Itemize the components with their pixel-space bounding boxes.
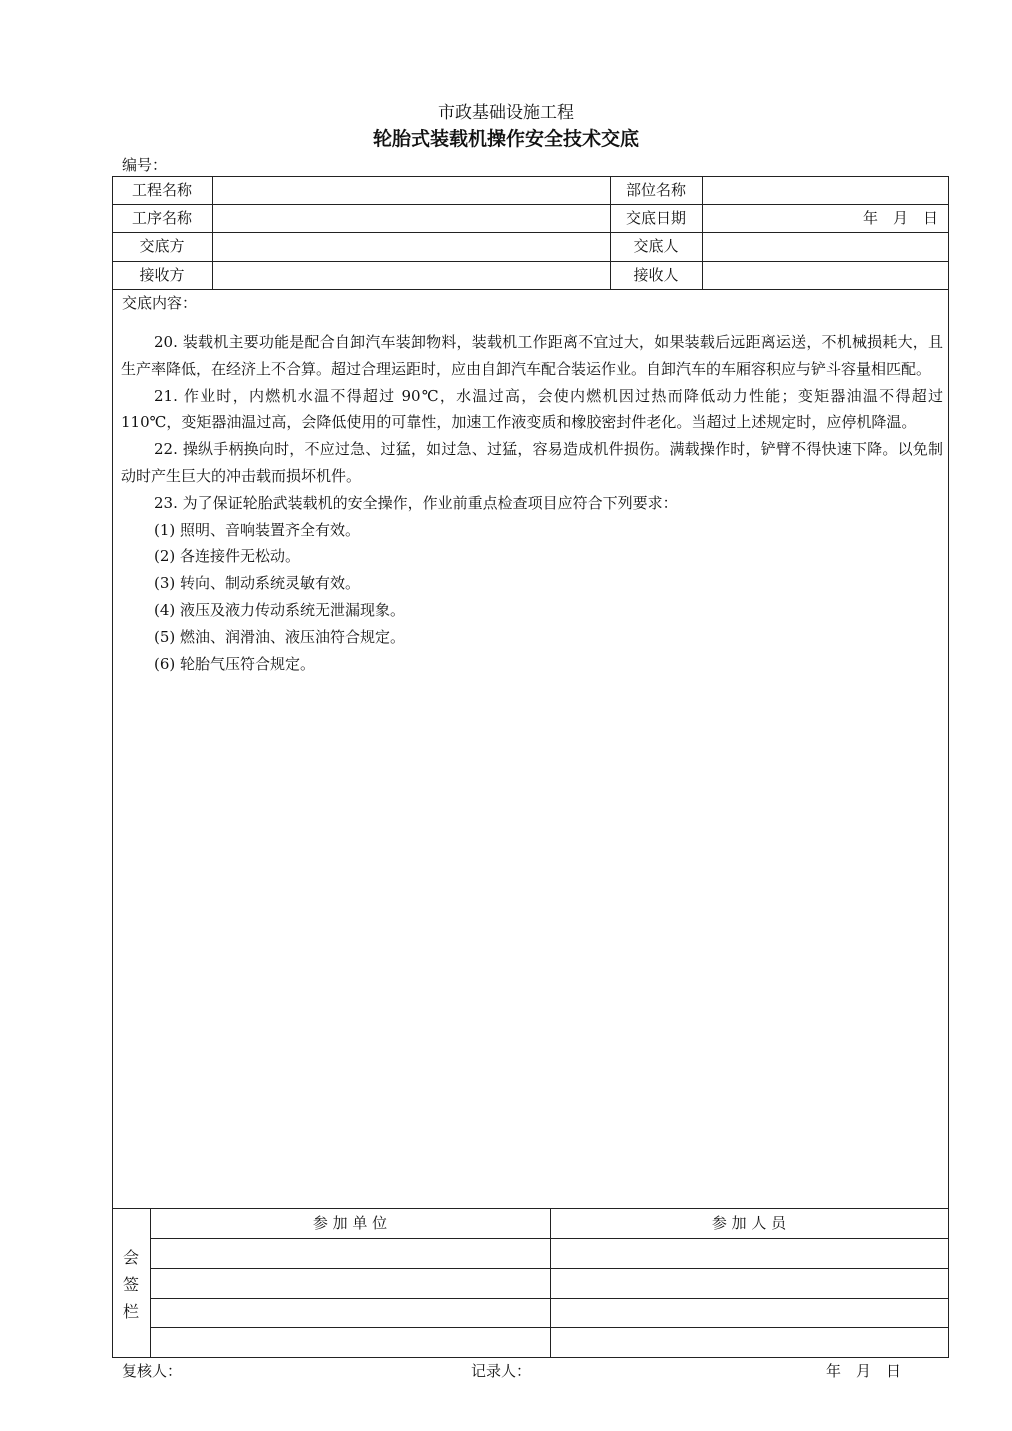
list-item: (3) 转向、制动系统灵敏有效。 — [154, 574, 361, 593]
content-label: 交底内容： — [122, 294, 198, 312]
signoff-side-char: 会 — [122, 1248, 139, 1267]
part-name-label: 部位名称 — [625, 181, 686, 199]
reviewer-label: 复核人： — [122, 1362, 183, 1380]
paragraph: 21. 作业时，内燃机水温不得超过 90℃，水温过高，会使内燃机因过热而降低动力性能；变矩器油温不得超过 110℃，变矩器油温过高，会降低使用的可靠性，加速工作液变质和橡胶密封件老化。当超过上述规定时，应停机降温。 — [121, 386, 943, 432]
recorder-label: 记录人： — [471, 1362, 532, 1380]
serial-number-label: 编号： — [122, 156, 168, 174]
project-name-field[interactable] — [212, 176, 610, 204]
giver-label: 交底人 — [633, 237, 679, 255]
signoff-side-char: 签 — [122, 1275, 139, 1294]
part-name-field[interactable] — [702, 176, 948, 204]
project-name-label: 工程名称 — [131, 181, 192, 199]
list-item: (5) 燃油、润滑油、液压油符合规定。 — [154, 627, 406, 646]
process-name-field[interactable] — [212, 204, 610, 232]
receiver-label: 接收人 — [633, 266, 679, 284]
paragraph: 22. 操纵手柄换向时，不应过急、过猛，如过急、过猛，容易造成机件损伤。满载操作时，铲臂不得快速下降。以免制动时产生巨大的冲击载而损坏机件。 — [121, 440, 943, 485]
process-name-label: 工序名称 — [131, 209, 192, 227]
handover-date-field[interactable]: 年 月 日 — [862, 209, 938, 227]
paragraph: 20. 装载机主要功能是配合自卸汽车装卸物料，装载机工作距离不宜过大，如果装载后远距离运送，不机械损耗大，且生产率降低，在经济上不合算。超过合理运距时，应由自卸汽车配合装运作业。自卸汽车的车厢容积应与铲斗容量相匹配。 — [121, 333, 943, 378]
giver-side-label: 交底方 — [139, 237, 185, 255]
content-body — [121, 329, 943, 677]
signoff-side-char: 栏 — [122, 1302, 139, 1321]
receiver-field[interactable] — [702, 261, 948, 289]
list-item: (2) 各连接件无松动。 — [154, 547, 301, 566]
giver-field[interactable] — [702, 232, 948, 260]
document-subtitle: 市政基础设施工程 — [438, 103, 574, 123]
list-item: (4) 液压及液力传动系统无泄漏现象。 — [154, 600, 406, 619]
paragraph: 23. 为了保证轮胎武装载机的安全操作，作业前重点检查项目应符合下列要求： — [154, 493, 678, 512]
receiver-side-field[interactable] — [212, 261, 610, 289]
footer-date-label: 年 月 日 — [826, 1362, 902, 1380]
list-item: (1) 照明、音响装置齐全有效。 — [154, 520, 361, 539]
handover-date-label: 交底日期 — [625, 209, 686, 227]
list-item: (6) 轮胎气压符合规定。 — [154, 654, 316, 673]
giver-side-field[interactable] — [212, 232, 610, 260]
document-title: 轮胎式装载机操作安全技术交底 — [372, 128, 639, 150]
participating-units-header: 参 加 单 位 — [312, 1214, 388, 1232]
participating-people-header: 参 加 人 员 — [711, 1214, 787, 1232]
receiver-side-label: 接收方 — [139, 266, 185, 284]
